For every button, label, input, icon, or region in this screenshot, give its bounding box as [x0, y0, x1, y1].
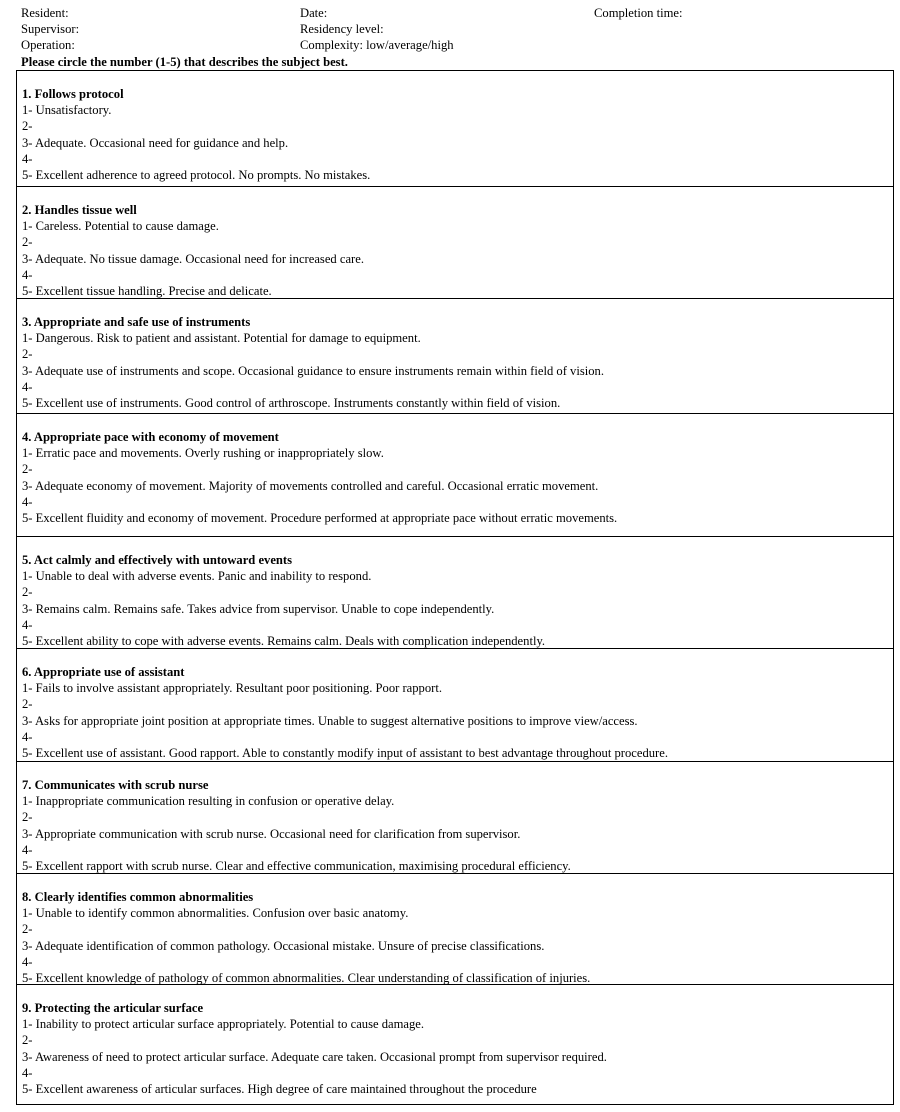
section-title: 9. Protecting the articular surface — [22, 1001, 204, 1015]
section-title: 8. Clearly identifies common abnormalities — [22, 890, 254, 904]
assessment-section — [17, 298, 893, 413]
rating-option-4[interactable]: 4- — [22, 494, 33, 509]
assessment-section — [17, 648, 893, 761]
rating-option-1[interactable]: 1- Inability to protect articular surface appropriately. Potential to cause damage. — [22, 1017, 425, 1032]
rating-option-4[interactable]: 4- — [22, 151, 33, 166]
assessment-section — [17, 984, 893, 1104]
rating-option-1[interactable]: 1- Unsatisfactory. — [22, 103, 112, 118]
rating-option-5[interactable]: 5- Excellent adherence to agreed protocol. No prompts. No mistakes. — [22, 168, 371, 183]
assessment-section — [17, 413, 893, 536]
rating-option-5[interactable]: 5- Excellent ability to cope with adverse events. Remains calm. Deals with complication independently. — [22, 634, 546, 649]
rating-option-5[interactable]: 5- Excellent tissue handling. Precise and delicate. — [22, 284, 272, 299]
rating-option-2[interactable]: 2- — [22, 1033, 33, 1048]
header-row-3 — [21, 37, 881, 53]
rating-option-1[interactable]: 1- Erratic pace and movements. Overly rushing or inappropriately slow. — [22, 446, 384, 461]
residency-level-field[interactable]: Residency level: — [300, 22, 384, 37]
rating-option-5[interactable]: 5- Excellent rapport with scrub nurse. Clear and effective communication, maximising procedural efficiency. — [22, 859, 571, 874]
completion-time-field[interactable]: Completion time: — [594, 6, 683, 20]
rating-option-2[interactable]: 2- — [22, 347, 33, 362]
rating-option-2[interactable]: 2- — [22, 810, 33, 825]
rating-option-4[interactable]: 4- — [22, 842, 33, 857]
rating-option-2[interactable]: 2- — [22, 585, 33, 600]
rating-option-1[interactable]: 1- Fails to involve assistant appropriately. Resultant poor positioning. Poor rapport. — [22, 681, 442, 696]
section-title: 7. Communicates with scrub nurse — [22, 778, 209, 792]
section-title: 4. Appropriate pace with economy of movement — [22, 430, 279, 444]
assessment-form — [16, 70, 894, 1105]
section-title: 6. Appropriate use of assistant — [22, 665, 185, 679]
rating-option-2[interactable]: 2- — [22, 235, 33, 250]
rating-option-4[interactable]: 4- — [22, 954, 33, 969]
rating-option-3[interactable]: 3- Adequate economy of movement. Majority of movements controlled and careful. Occasional erratic movement. — [22, 478, 599, 493]
rating-option-3[interactable]: 3- Adequate. No tissue damage. Occasional need for increased care. — [22, 251, 364, 266]
rating-option-5[interactable]: 5- Excellent use of instruments. Good control of arthroscope. Instruments constantly within field of vision. — [22, 396, 561, 411]
rating-option-1[interactable]: 1- Dangerous. Risk to patient and assistant. Potential for damage to equipment. — [22, 331, 421, 346]
resident-field[interactable]: Resident: — [21, 6, 69, 20]
rating-option-3[interactable]: 3- Adequate. Occasional need for guidance and help. — [22, 135, 289, 150]
rating-option-3[interactable]: 3- Awareness of need to protect articular surface. Adequate care taken. Occasional prompt from supervisor required. — [22, 1049, 607, 1064]
header-row-2 — [21, 21, 881, 37]
rating-option-4[interactable]: 4- — [22, 379, 33, 394]
assessment-section — [17, 536, 893, 648]
rating-option-5[interactable]: 5- Excellent use of assistant. Good rapport. Able to constantly modify input of assistant to best advantage throughout procedure. — [22, 746, 668, 761]
date-field[interactable]: Date: — [300, 6, 328, 20]
section-title: 3. Appropriate and safe use of instruments — [22, 315, 251, 329]
rating-option-2[interactable]: 2- — [22, 462, 33, 477]
rating-option-3[interactable]: 3- Adequate identification of common pathology. Occasional mistake. Unsure of precise classifications. — [22, 938, 545, 953]
rating-option-4[interactable]: 4- — [22, 1065, 33, 1080]
rating-option-1[interactable]: 1- Unable to deal with adverse events. Panic and inability to respond. — [22, 569, 372, 584]
rating-option-5[interactable]: 5- Excellent knowledge of pathology of common abnormalities. Clear understanding of classification of injuries. — [22, 971, 591, 986]
rating-option-3[interactable]: 3- Adequate use of instruments and scope. Occasional guidance to ensure instruments remain within field of vision. — [22, 363, 604, 378]
section-title: 1. Follows protocol — [22, 87, 124, 101]
rating-option-3[interactable]: 3- Appropriate communication with scrub nurse. Occasional need for clarification from supervisor. — [22, 826, 521, 841]
rating-option-4[interactable]: 4- — [22, 267, 33, 282]
header-row-1 — [21, 5, 881, 21]
rating-option-4[interactable]: 4- — [22, 729, 33, 744]
rating-option-5[interactable]: 5- Excellent fluidity and economy of movement. Procedure performed at appropriate pace without erratic movements. — [22, 511, 618, 526]
rating-option-4[interactable]: 4- — [22, 617, 33, 632]
rating-option-1[interactable]: 1- Unable to identify common abnormalities. Confusion over basic anatomy. — [22, 906, 409, 921]
complexity-field[interactable]: Complexity: low/average/high — [300, 38, 454, 53]
rating-option-2[interactable]: 2- — [22, 119, 33, 134]
rating-option-1[interactable]: 1- Inappropriate communication resulting in confusion or operative delay. — [22, 794, 395, 809]
assessment-section — [17, 873, 893, 984]
rating-option-2[interactable]: 2- — [22, 697, 33, 712]
rating-option-2[interactable]: 2- — [22, 922, 33, 937]
rating-option-5[interactable]: 5- Excellent awareness of articular surfaces. High degree of care maintained throughout the procedure — [22, 1082, 537, 1097]
supervisor-field[interactable]: Supervisor: — [21, 22, 80, 37]
assessment-section — [17, 186, 893, 298]
assessment-section — [17, 761, 893, 873]
assessment-section — [17, 70, 893, 186]
section-title: 5. Act calmly and effectively with untoward events — [22, 553, 293, 567]
operation-field[interactable]: Operation: — [21, 38, 75, 53]
rating-option-3[interactable]: 3- Asks for appropriate joint position at appropriate times. Unable to suggest alternative positions to improve view/access. — [22, 713, 638, 728]
form-header — [21, 5, 881, 70]
rating-option-1[interactable]: 1- Careless. Potential to cause damage. — [22, 219, 219, 234]
instruction-text: Please circle the number (1-5) that describes the subject best. — [21, 54, 348, 69]
rating-option-3[interactable]: 3- Remains calm. Remains safe. Takes advice from supervisor. Unable to cope independently. — [22, 601, 495, 616]
section-title: 2. Handles tissue well — [22, 203, 137, 217]
